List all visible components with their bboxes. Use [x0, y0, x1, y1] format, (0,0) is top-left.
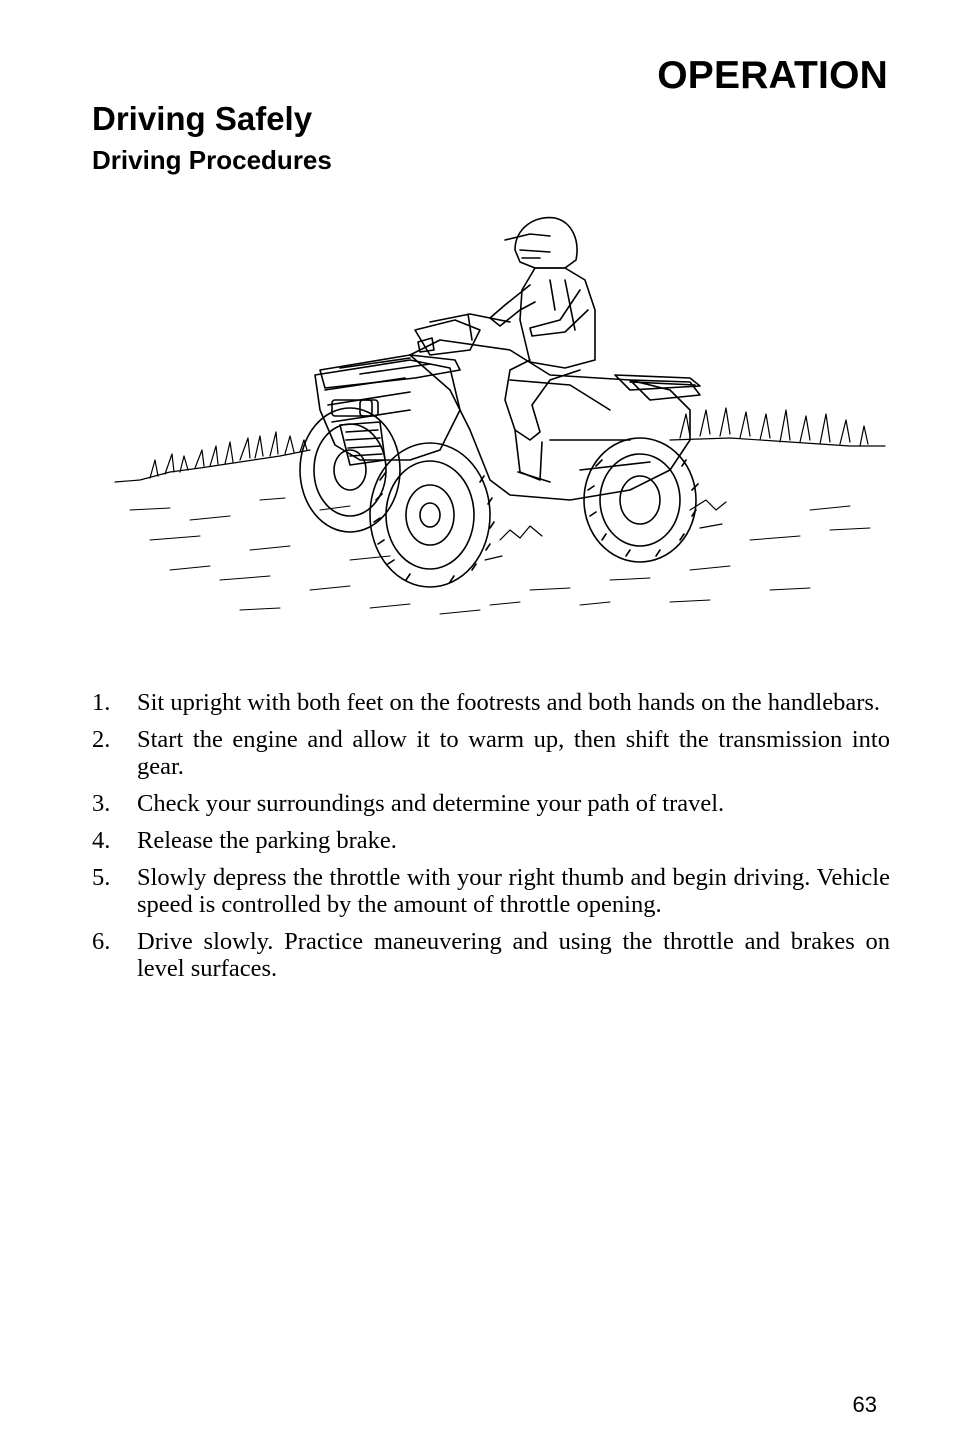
- list-item: [92, 928, 890, 982]
- grass-right: [670, 408, 885, 446]
- atv-main-body: [410, 314, 700, 500]
- driving-procedure-steps: [92, 689, 890, 992]
- page-number: 63: [852, 1392, 877, 1417]
- step-text: Sit upright with both feet on the footrests and both hands on the handlebars.: [137, 689, 881, 716]
- list-item: [92, 827, 890, 854]
- front-left-wheel: [300, 408, 400, 532]
- list-item: [92, 864, 890, 918]
- step-text: Release the parking brake.: [137, 827, 397, 854]
- step-text: Slowly depress the throttle with your right thumb and begin driving. Vehicle speed is controlled by the amount of throttle opening.: [137, 864, 890, 918]
- list-item: [92, 689, 890, 716]
- list-item: [92, 726, 890, 780]
- step-text: Drive slowly. Practice maneuvering and using the throttle and brakes on level surfaces.: [137, 928, 890, 982]
- step-number: 1.: [92, 689, 111, 716]
- step-number: 4.: [92, 827, 111, 854]
- step-text: Check your surroundings and determine your path of travel.: [137, 790, 725, 817]
- section-title: OPERATION: [657, 54, 888, 97]
- page-title: Driving Safely: [92, 100, 313, 137]
- front-right-wheel: [370, 443, 494, 587]
- step-number: 2.: [92, 726, 111, 753]
- step-number: 3.: [92, 790, 111, 817]
- list-item: [92, 790, 890, 817]
- grass-left: [115, 432, 310, 482]
- section-subtitle: Driving Procedures: [92, 145, 332, 175]
- atv-rider-illustration: [110, 210, 890, 630]
- step-number: 6.: [92, 928, 111, 955]
- step-number: 5.: [92, 864, 111, 891]
- rear-wheel: [584, 438, 698, 562]
- step-text: Start the engine and allow it to warm up, then shift the transmission into gear.: [137, 726, 890, 780]
